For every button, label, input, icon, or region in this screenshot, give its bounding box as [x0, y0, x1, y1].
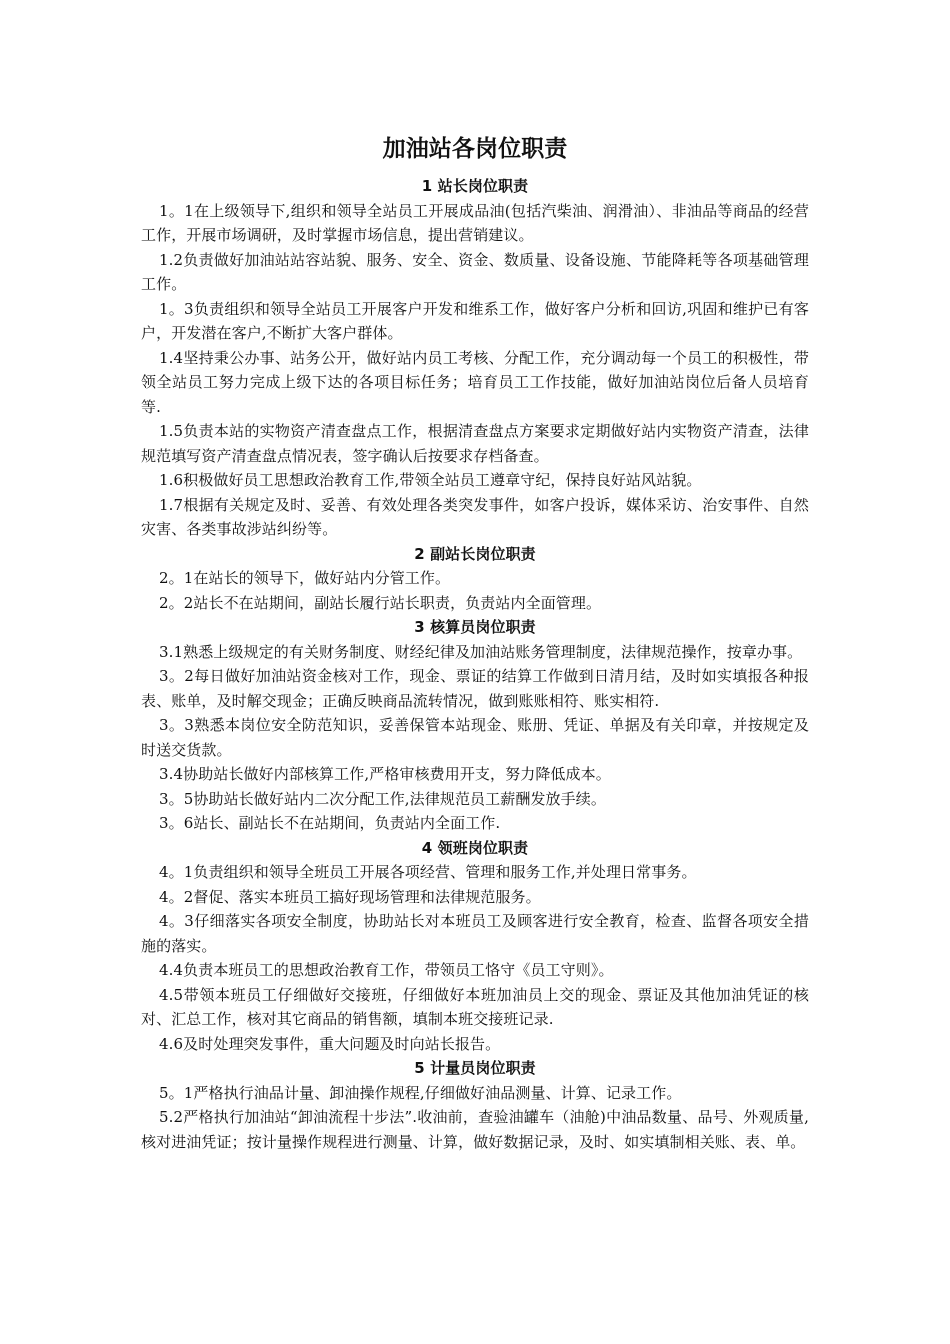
section-heading: 4 领班岗位职责: [421, 838, 529, 857]
duty-item: 3。3熟悉本岗位安全防范知识，妥善保管本站现金、账册、凭证、单据及有关印章，并按规定及时送交货款。: [141, 716, 809, 759]
duty-item: 1.6积极做好员工思想政治教育工作,带领全站员工遵章守纪，保持良好站风站貌。: [159, 471, 702, 489]
section-shift-leader: [141, 836, 809, 1057]
section-deputy-manager: [141, 542, 809, 616]
duty-item: 3.4协助站长做好内部核算工作,严格审核费用开支，努力降低成本。: [159, 765, 611, 783]
duty-item: 4。3仔细落实各项安全制度，协助站长对本班员工及顾客进行安全教育，检查、监督各项安全措施的落实。: [141, 912, 809, 955]
duty-item: 3。5协助站长做好站内二次分配工作,法律规范员工薪酬发放手续。: [159, 789, 606, 808]
section-accountant: [141, 615, 809, 836]
duty-item: 4.5带领本班员工仔细做好交接班，仔细做好本班加油员上交的现金、票证及其他加油凭证的核对、汇总工作，核对其它商品的销售额，填制本班交接班记录.: [141, 985, 809, 1028]
section-heading: 5 计量员岗位职责: [414, 1059, 536, 1077]
duty-item: 1.7根据有关规定及时、妥善、有效处理各类突发事件，如客户投诉，媒体采访、治安事件、自然灾害、各类事故涉站纠纷等。: [141, 495, 809, 538]
duty-item: 3。2每日做好加油站资金核对工作，现金、票证的结算工作做到日清月结，及时如实填报各种报表、账单，及时解交现金；正确反映商品流转情况，做到账账相符、账实相符.: [141, 667, 809, 710]
section-metrologist: [141, 1056, 809, 1154]
duty-item: 4.4负责本班员工的思想政治教育工作，带领员工恪守《员工守则》。: [159, 961, 614, 979]
document-page: [141, 128, 809, 1154]
section-heading: 3 核算员岗位职责: [414, 618, 536, 636]
section-heading: 2 副站长岗位职责: [414, 544, 536, 563]
duty-item: 1。3负责组织和领导全站员工开展客户开发和维系工作，做好客户分析和回访,巩固和维护已有客户，开发潜在客户,不断扩大客户群体。: [141, 299, 809, 342]
duty-item: 2。1在站长的领导下，做好站内分管工作。: [159, 569, 451, 587]
duty-item: 4.6及时处理突发事件，重大问题及时向站长报告。: [159, 1034, 501, 1053]
duty-item: 5。1严格执行油品计量、卸油操作规程,仔细做好油品测量、计算、记录工作。: [159, 1083, 682, 1102]
duty-item: 2。2站长不在站期间，副站长履行站长职责，负责站内全面管理。: [159, 593, 602, 612]
duty-item: 1.4坚持秉公办事、站务公开，做好站内员工考核、分配工作，充分调动每一个员工的积极性，带领全站员工努力完成上级下达的各项目标任务；培育员工工作技能，做好加油站岗位后备人员培育等.: [141, 348, 809, 416]
section-heading: 1 站长岗位职责: [421, 177, 529, 195]
duty-item: 3。6站长、副站长不在站期间，负责站内全面工作.: [159, 814, 501, 832]
document-title: 加油站各岗位职责: [382, 136, 568, 162]
duty-item: 5.2严格执行加油站“卸油流程十步法”.收油前，查验油罐车（油舱)中油品数量、品号、外观质量,核对进油凭证；按计量操作规程进行测量、计算，做好数据记录，及时、如实填制相关账、表、单。: [141, 1108, 809, 1151]
duty-item: 1.5负责本站的实物资产清查盘点工作，根据清查盘点方案要求定期做好站内实物资产清查，法律规范填写资产清查盘点情况表，签字确认后按要求存档备查。: [141, 422, 809, 465]
duty-item: 1.2负责做好加油站站容站貌、服务、安全、资金、数质量、设备设施、节能降耗等各项基础管理工作。: [141, 250, 809, 293]
duty-item: 1。1在上级领导下,组织和领导全站员工开展成品油(包括汽柴油、润滑油）、非油品等商品的经营工作，开展市场调研，及时掌握市场信息，提出营销建议。: [141, 201, 809, 244]
duty-item: 3.1熟悉上级规定的有关财务制度、财经纪律及加油站账务管理制度，法律规范操作，按章办事。: [159, 642, 803, 661]
duty-item: 4。1负责组织和领导全班员工开展各项经营、管理和服务工作,并处理日常事务。: [159, 863, 697, 881]
section-station-manager: [141, 174, 809, 542]
duty-item: 4。2督促、落实本班员工搞好现场管理和法律规范服务。: [159, 887, 541, 906]
